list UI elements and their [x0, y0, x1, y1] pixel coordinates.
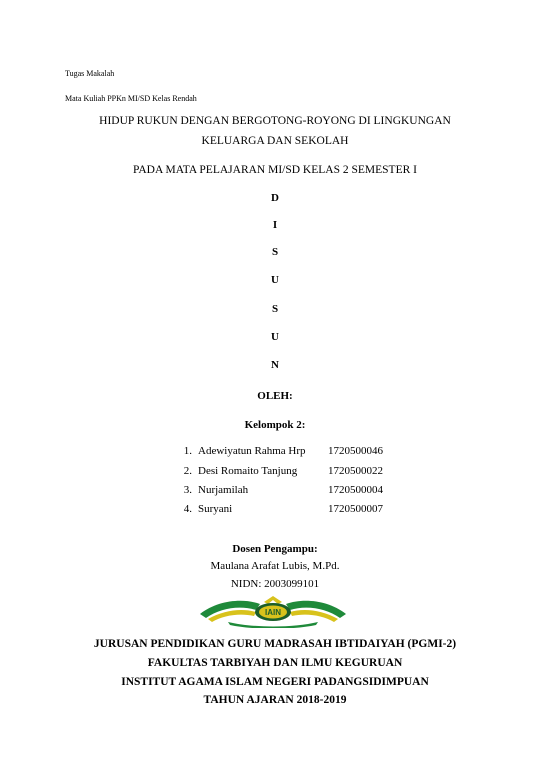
lecturer-nidn: NIDN: 2003099101	[230, 578, 320, 590]
oleh-label: OLEH:	[257, 390, 293, 402]
course-label: Mata Kuliah PPKn MI/SD Kelas Rendah	[65, 94, 197, 103]
group-label: Kelompok 2:	[244, 419, 306, 431]
member-number: 3.	[183, 484, 192, 496]
title-line-1: HIDUP RUKUN DENGAN BERGOTONG-ROYONG DI LINGKUNGAN	[99, 115, 451, 127]
faculty-line: FAKULTAS TARBIYAH DAN ILMU KEGURUAN	[147, 657, 403, 669]
logo-text: IAIN	[265, 608, 281, 617]
disusun-letter: S	[271, 246, 279, 258]
disusun-letter: N	[271, 359, 279, 371]
assignment-label: Tugas Makalah	[65, 69, 115, 78]
member-name: Adewiyatun Rahma Hrp	[198, 445, 306, 457]
member-number: 1.	[183, 445, 192, 457]
disusun-letter: S	[271, 303, 279, 315]
disusun-letter: U	[271, 274, 279, 286]
iain-logo-icon	[198, 594, 348, 628]
disusun-letter: U	[271, 331, 279, 343]
disusun-letter: D	[271, 192, 279, 204]
member-nim: 1720500007	[328, 503, 383, 515]
member-nim: 1720500004	[328, 484, 383, 496]
member-name: Suryani	[198, 503, 233, 515]
member-nim: 1720500046	[328, 445, 383, 457]
member-number: 4.	[183, 503, 192, 515]
lecturer-label: Dosen Pengampu:	[232, 543, 318, 555]
member-nim: 1720500022	[328, 465, 383, 477]
lecturer-name: Maulana Arafat Lubis, M.Pd.	[210, 560, 340, 572]
member-number: 2.	[183, 465, 192, 477]
institute-line: INSTITUT AGAMA ISLAM NEGERI PADANGSIDIMPUAN	[121, 676, 429, 688]
disusun-letter: I	[272, 219, 278, 231]
member-name: Nurjamilah	[198, 484, 249, 496]
institution-logo	[198, 594, 348, 628]
member-name: Desi Romaito Tanjung	[198, 465, 298, 477]
academic-year-line: TAHUN AJARAN 2018-2019	[203, 694, 347, 706]
title-line-2: KELUARGA DAN SEKOLAH	[201, 135, 349, 147]
subject-line: PADA MATA PELAJARAN MI/SD KELAS 2 SEMESTER I	[133, 164, 417, 176]
department-line: JURUSAN PENDIDIKAN GURU MADRASAH IBTIDAIYAH (PGMI-2)	[93, 638, 457, 650]
